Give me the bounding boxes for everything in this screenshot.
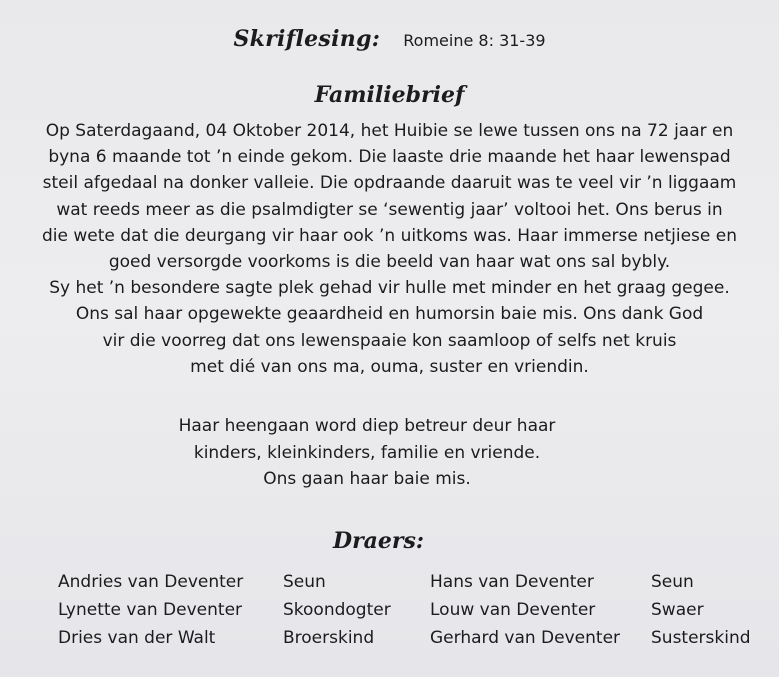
bearer-relation: Susterskind <box>651 628 751 648</box>
family-letter-body <box>0 118 779 380</box>
bearer-name: Lynette van Deventer <box>58 600 243 620</box>
bearers-list <box>0 572 779 662</box>
bearer-relation: Skoondogter <box>283 600 391 620</box>
bearer-name: Dries van der Walt <box>58 628 216 648</box>
bearer-name: Andries van Deventer <box>58 572 244 592</box>
letter-line: met dié van ons ma, ouma, suster en vriendin. <box>190 356 589 377</box>
mourning-line: Haar heengaan word diep betreur deur haar <box>178 416 556 436</box>
letter-line: steil afgedaal na donker valleie. Die opdraande daaruit was te veel vir ’n liggaam <box>42 173 737 194</box>
letter-line: vir die voorreg dat ons lewenspaaie kon saamloop of selfs net kruis <box>102 330 677 351</box>
letter-line: wat reeds meer as die psalmdigter se ‘sewentig jaar’ voltooi het. Ons berus in <box>56 199 723 220</box>
scripture-reference: Romeine 8: 31-39 <box>403 31 546 50</box>
bearer-name: Hans van Deventer <box>430 572 594 592</box>
letter-line: Sy het ’n besondere sagte plek gehad vir hulle met minder en het graag gegee. <box>49 278 730 299</box>
bearer-relation: Swaer <box>651 600 704 620</box>
letter-line: byna 6 maande tot ’n einde gekom. Die laaste drie maande het haar lewenspad <box>48 147 731 168</box>
bearer-relation: Seun <box>651 572 694 592</box>
bearer-row <box>0 572 779 598</box>
scripture-reading <box>0 26 779 52</box>
mourning-line: Ons gaan haar baie mis. <box>263 469 471 489</box>
scripture-label: Skriflesing: <box>233 26 381 52</box>
mourning-line: kinders, kleinkinders, familie en vriende. <box>193 442 541 463</box>
bearer-relation: Broerskind <box>283 628 375 648</box>
family-letter-title: Familiebrief <box>314 82 465 108</box>
mourning-notice <box>0 413 734 493</box>
bearer-row <box>0 628 779 654</box>
letter-line: Op Saterdagaand, 04 Oktober 2014, het Huibie se lewe tussen ons na 72 jaar en <box>45 121 734 141</box>
letter-line: die wete dat die deurgang vir haar ook ’n uitkoms was. Haar immerse netjiese en <box>41 225 738 246</box>
bearer-name: Gerhard van Deventer <box>430 628 621 648</box>
bearer-row <box>0 600 779 626</box>
bearer-name: Louw van Deventer <box>430 600 596 620</box>
letter-line: goed versorgde voorkoms is die beeld van haar wat ons sal bybly. <box>108 252 671 273</box>
bearer-relation: Seun <box>283 572 326 592</box>
bearers-title: Draers: <box>332 528 425 554</box>
letter-line: Ons sal haar opgewekte geaardheid en humorsin baie mis. Ons dank God <box>75 304 704 325</box>
